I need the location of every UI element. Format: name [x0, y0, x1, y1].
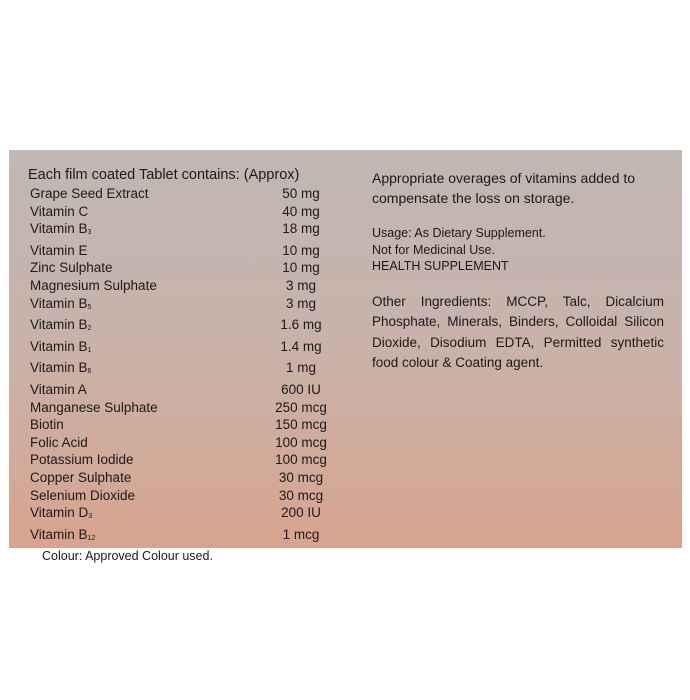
ingredient-name: Vitamin $B_{12}$ [30, 526, 96, 542]
ingredient-row [28, 185, 346, 203]
ingredient-amount: 600 IU [281, 381, 321, 397]
ingredient-subscript: 12 [87, 534, 96, 542]
ingredient-name: Potassium Iodide [30, 452, 134, 468]
ingredient-name: Vitamin C [30, 203, 89, 219]
ingredient-row [28, 295, 346, 317]
composition-heading: Each film coated Tablet contains: (Approx) [28, 167, 300, 183]
colour-note: Colour: Approved Colour used. [42, 549, 213, 564]
ingredient-subscript: 2 [87, 325, 92, 333]
ingredient-name: Vitamin $B_3$ [30, 221, 92, 237]
ingredient-subscript: 6 [87, 368, 92, 376]
ingredient-name: Biotin [30, 417, 64, 433]
ingredient-amount: 1.4 mg [280, 338, 322, 354]
ingredient-row [28, 434, 346, 452]
ingredient-row [28, 220, 346, 242]
composition-column [28, 166, 346, 565]
ingredient-row [28, 487, 346, 505]
ingredient-row [28, 338, 346, 360]
ingredient-amount: 3 mg [285, 295, 316, 311]
ingredient-name: Vitamin A [30, 381, 87, 397]
ingredient-name: Manganese Sulphate [30, 399, 158, 415]
ingredient-name: Vitamin $B_6$ [30, 360, 92, 376]
ingredient-amount: 200 IU [281, 505, 321, 521]
ingredient-name: Vitamin $B_5$ [30, 295, 92, 311]
ingredient-row [28, 203, 346, 221]
usage-line: Not for Medicinal Use. [372, 242, 495, 257]
ingredient-amount: 18 mg [282, 221, 320, 237]
ingredient-name: Zinc Sulphate [30, 260, 113, 276]
ingredient-amount: 100 mcg [275, 434, 327, 450]
usage-line: HEALTH SUPPLEMENT [372, 259, 509, 273]
ingredient-row [28, 504, 346, 526]
ingredient-amount: 30 mcg [278, 469, 324, 485]
ingredient-amount: 1 mg [285, 360, 316, 376]
ingredient-row [28, 242, 346, 260]
ingredient-subscript: 1 [87, 346, 92, 354]
ingredient-name: Selenium Dioxide [30, 487, 136, 503]
ingredient-name: Vitamin $B_2$ [30, 317, 92, 333]
ingredient-row [28, 316, 346, 338]
ingredient-name: Folic Acid [30, 434, 88, 450]
ingredient-row [28, 277, 346, 295]
ingredient-row [28, 259, 346, 277]
ingredient-amount: 10 mg [282, 242, 320, 258]
ingredient-name: Vitamin E [30, 242, 88, 258]
ingredient-row [28, 526, 346, 548]
ingredient-amount: 1 mcg [282, 526, 320, 542]
ingredient-row [28, 469, 346, 487]
ingredient-row [28, 381, 346, 399]
ingredient-name: Vitamin $D_3$ [30, 505, 93, 521]
ingredient-subscript: 3 [88, 513, 93, 521]
ingredient-name: Copper Sulphate [30, 469, 132, 485]
ingredient-name: Grape Seed Extract [30, 186, 149, 201]
ingredient-amount: 10 mg [282, 260, 320, 276]
ingredient-amount: 150 mcg [275, 417, 327, 433]
ingredient-amount: 40 mg [282, 203, 320, 219]
ingredient-name: Vitamin $B_1$ [30, 338, 92, 354]
ingredient-amount: 250 mcg [275, 399, 327, 415]
ingredient-row [28, 399, 346, 417]
info-column [372, 168, 664, 374]
label-panel [9, 150, 682, 564]
ingredient-amount: 3 mg [285, 277, 316, 293]
ingredient-name: Magnesium Sulphate [30, 277, 157, 293]
other-ingredients: Other Ingredients: MCCP, Talc, Dicalcium Phosphate, Minerals, Binders, Colloidal Silicon Dioxide, Disodium EDTA, Permitted synthetic food colour & Coating agent. [372, 293, 664, 370]
ingredient-list [28, 185, 346, 547]
ingredient-amount: 50 mg [282, 186, 320, 201]
ingredient-row [28, 451, 346, 469]
usage-block [372, 225, 664, 275]
ingredient-amount: 1.6 mg [280, 317, 322, 333]
ingredient-amount: 30 mcg [278, 487, 324, 503]
usage-line: Usage: As Dietary Supplement. [372, 226, 546, 240]
ingredient-row [28, 359, 346, 381]
ingredient-subscript: 5 [87, 303, 92, 311]
ingredient-row [28, 416, 346, 434]
ingredient-amount: 100 mcg [275, 452, 327, 468]
overages-statement: Appropriate overages of vitamins added to compensate the loss on storage. [372, 170, 636, 206]
ingredient-subscript: 3 [87, 229, 92, 237]
